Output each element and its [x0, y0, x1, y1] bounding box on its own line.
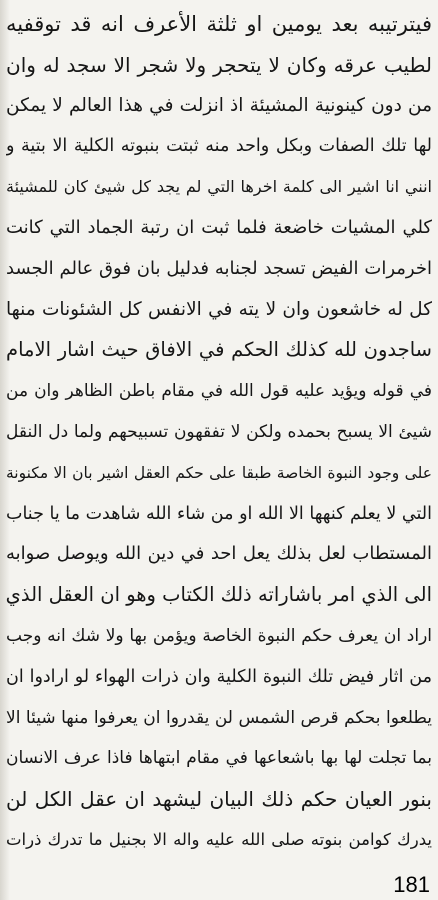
- manuscript-line: شيئ الا يسبح بحمده ولكن لا تفقهون تسبيحهم ولما دل النقل: [6, 422, 432, 442]
- manuscript-line: في قوله ويؤيد عليه قول الله في مقام باطن الظاهر وان من: [6, 381, 432, 402]
- manuscript-line: كلي المشيات خاضعة فلما ثبت ان رتبة الجماد التي كانت: [6, 217, 432, 238]
- manuscript-text-block: [6, 2, 432, 862]
- manuscript-line: كل له خاشعون وان لا يته في الانفس كل الشئونات منها: [6, 298, 432, 320]
- page-number: 181: [393, 872, 430, 897]
- manuscript-line: المستطاب لعل بذلك يعل احد في دين الله ويوصل صوابه: [6, 543, 432, 565]
- manuscript-line: بنور العيان حكم ذلك البيان ليشهد ان عقل الكل لن: [6, 787, 432, 812]
- manuscript-line: يطلعوا بحكم قرص الشمس لن يقدروا ان يعرفوا منها شيئا الا: [6, 707, 432, 728]
- manuscript-line: التي لا يعلم كنهها الا الله او من شاء الله شاهدت ما يا جناب: [6, 503, 432, 524]
- manuscript-line: من دون كينونية المشيئة اذ انزلت في هذا العالم لا يمكن: [6, 94, 432, 116]
- manuscript-line: لها تلك الصفات وبكل واحد منه ثبتت بنبوته الكلية الا بتية و: [6, 136, 432, 157]
- manuscript-line: اخرمرات الفيض تسجد لجنابه فدليل بان فوق عالم الجسد: [6, 257, 432, 279]
- manuscript-line: يدرك كوامن بنوته صلى الله عليه واله الا بجنيل ما تدرك ذرات: [6, 830, 432, 849]
- manuscript-line: ساجدون لله كذلك الحكم في الافاق حيث اشار الامام: [6, 338, 432, 362]
- manuscript-line: الى الذي امر باشاراته ذلك الكتاب وهو ان العقل الذي: [6, 583, 432, 607]
- manuscript-line: لطيب عرقه وكان لا يتحجر ولا شجر الا سجد له وان: [6, 52, 432, 77]
- manuscript-line: فيترتيبه بعد يومين او ثلثة الأعرف انه قد توقفيه: [6, 12, 432, 36]
- manuscript-line: بما تجلت لها بها باشعاعها في مقام ابتهاها فاذا عرف الانسان: [6, 748, 432, 769]
- manuscript-line: انني انا اشير الى كلمة اخرها التي لم يجد كل شيئ كان للمشيئة: [6, 177, 432, 197]
- manuscript-line: اراد ان يعرف حكم النبوة الخاصة ويؤمن بها ولا شك انه وجب: [6, 626, 432, 646]
- manuscript-line: من اثار فيض تلك النبوة الكلية وان ذرات الهواء لو ارادوا ان: [6, 666, 432, 687]
- manuscript-line: على وجود النبوة الخاصة طبقا على حكم العقل اشير بان الا مكنونة: [6, 463, 432, 482]
